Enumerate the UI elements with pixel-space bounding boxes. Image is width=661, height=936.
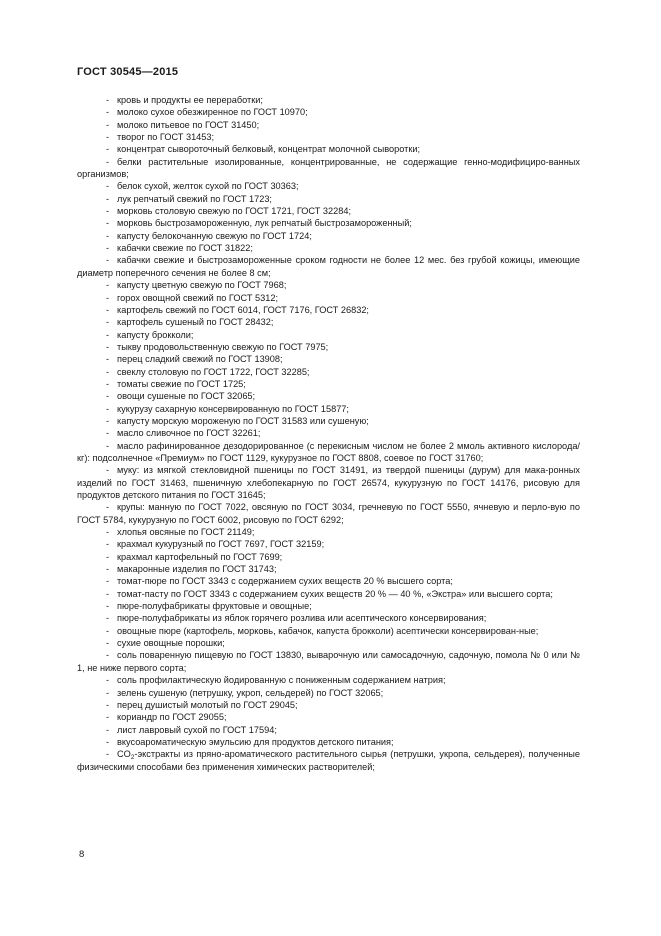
list-item-text: макаронные изделия по ГОСТ 31743; xyxy=(117,564,277,575)
list-item xyxy=(77,329,580,341)
list-item xyxy=(77,217,580,229)
list-item-text: кориандр по ГОСТ 29055; xyxy=(117,712,227,723)
list-item-text: свеклу столовую по ГОСТ 1722, ГОСТ 32285; xyxy=(117,366,310,377)
list-item-text: перец сладкий свежий по ГОСТ 13908; xyxy=(117,354,283,365)
list-dash: - xyxy=(106,428,110,439)
list-item xyxy=(77,748,580,773)
list-item-text: белки растительные изолированные, концентрированные, не содержащие генно-модифициро-ванных организмов; xyxy=(77,156,580,180)
list-item xyxy=(77,304,580,316)
list-dash: - xyxy=(106,712,110,723)
list-dash: - xyxy=(106,539,110,550)
list-item-text: овощные пюре (картофель, морковь, кабачок, капуста брокколи) асептически консервирован-ные; xyxy=(117,625,539,636)
list-dash: - xyxy=(106,218,110,229)
list-item xyxy=(77,526,580,538)
list-item xyxy=(77,551,580,563)
co2-subscript: 2 xyxy=(130,754,135,762)
list-item xyxy=(77,106,580,118)
list-item xyxy=(77,193,580,205)
list-item xyxy=(77,637,580,649)
list-item-text: крахмал картофельный по ГОСТ 7699; xyxy=(117,551,283,562)
list-item-text: лист лавровый сухой по ГОСТ 17594; xyxy=(117,724,277,735)
list-dash: - xyxy=(106,551,110,562)
list-item xyxy=(77,575,580,587)
list-item xyxy=(77,612,580,624)
list-item xyxy=(77,674,580,686)
list-item xyxy=(77,205,580,217)
list-item xyxy=(77,292,580,304)
list-item-text: белок сухой, желток сухой по ГОСТ 30363; xyxy=(117,181,299,192)
list-item xyxy=(77,403,580,415)
list-dash: - xyxy=(106,119,110,130)
list-item-text: кукурузу сахарную консервированную по ГОСТ 15877; xyxy=(117,403,349,414)
list-item-text: масло сливочное по ГОСТ 32261; xyxy=(117,428,261,439)
list-item-text: томат-пюре по ГОСТ 3343 с содержанием сухих веществ 20 % высшего сорта; xyxy=(117,576,453,587)
list-item xyxy=(77,415,580,427)
list-item xyxy=(77,94,580,106)
list-dash: - xyxy=(106,230,110,241)
page-number: 8 xyxy=(79,849,85,860)
list-item xyxy=(77,600,580,612)
list-dash: - xyxy=(106,95,110,105)
list-item xyxy=(77,279,580,291)
list-item xyxy=(77,625,580,637)
list-dash: - xyxy=(106,132,110,143)
list-dash: - xyxy=(106,304,110,315)
document-header: ГОСТ 30545—2015 xyxy=(77,66,179,78)
list-dash: - xyxy=(106,638,110,649)
list-dash: - xyxy=(106,243,110,254)
list-item xyxy=(77,131,580,143)
list-item-text: капусту белокочанную свежую по ГОСТ 1724; xyxy=(117,230,312,241)
list-dash: - xyxy=(106,502,110,513)
list-item xyxy=(77,242,580,254)
list-item-text: крахмал кукурузный по ГОСТ 7697, ГОСТ 32159; xyxy=(117,539,325,550)
list-dash: - xyxy=(106,675,110,686)
list-item-text: творог по ГОСТ 31453; xyxy=(117,132,215,143)
list-item-text: молоко сухое обезжиренное по ГОСТ 10970; xyxy=(117,107,308,118)
list-item-text: томат-пасту по ГОСТ 3343 с содержанием сухих веществ 20 % — 40 %, «Экстра» или высшего сорта; xyxy=(117,588,553,599)
list-dash: - xyxy=(106,378,110,389)
list-dash: - xyxy=(106,415,110,426)
list-item-text: капусту морскую мороженую по ГОСТ 31583 или сушеную; xyxy=(117,415,369,426)
list-item xyxy=(77,180,580,192)
list-dash: - xyxy=(106,403,110,414)
list-item xyxy=(77,230,580,242)
list-item-text: морковь столовую свежую по ГОСТ 1721, ГОСТ 32284; xyxy=(117,206,352,217)
list-item-text: сухие овощные порошки; xyxy=(117,638,225,649)
list-dash: - xyxy=(106,724,110,735)
list-dash: - xyxy=(106,687,110,698)
list-item xyxy=(77,316,580,328)
list-item-text: морковь быстрозамороженную, лук репчатый быстрозамороженный; xyxy=(117,218,412,229)
list-item-text: пюре-полуфабрикаты из яблок горячего розлива или асептического консервирования; xyxy=(117,613,487,624)
list-dash: - xyxy=(106,193,110,204)
list-dash: - xyxy=(106,354,110,365)
list-item xyxy=(77,353,580,365)
list-dash: - xyxy=(106,144,110,155)
list-item xyxy=(77,378,580,390)
list-item xyxy=(77,649,580,674)
list-item xyxy=(77,427,580,439)
list-item xyxy=(77,156,580,181)
list-item-text: кабачки свежие и быстрозамороженные сроком годности не более 12 мес. без грубой кожицы, имеющие диаметр поперечного сечения не более 8 см; xyxy=(77,255,580,278)
list-dash: - xyxy=(106,564,110,575)
list-item-text: картофель свежий по ГОСТ 6014, ГОСТ 7176, ГОСТ 26832; xyxy=(117,304,369,315)
list-dash: - xyxy=(106,625,110,636)
list-item-text: молоко питьевое по ГОСТ 31450; xyxy=(117,119,260,130)
list-item-text: горох овощной свежий по ГОСТ 5312; xyxy=(117,292,279,303)
list-dash: - xyxy=(106,465,110,476)
list-dash: - xyxy=(106,588,110,599)
list-dash: - xyxy=(106,181,110,192)
co2-prefix: CO xyxy=(117,749,131,760)
list-item xyxy=(77,341,580,353)
list-item-text: соль поваренную пищевую по ГОСТ 13830, выварочную или самосадочную, садочную, помола № 0 или № 1, не ниже первого сорта; xyxy=(77,650,580,673)
list-item xyxy=(77,366,580,378)
list-dash: - xyxy=(106,736,110,747)
list-item-text: концентрат сывороточный белковый, концентрат молочной сыворотки; xyxy=(117,144,421,155)
list-item-text: зелень сушеную (петрушку, укроп, сельдерей) по ГОСТ 32065; xyxy=(117,687,384,698)
list-item-text: пюре-полуфабрикаты фруктовые и овощные; xyxy=(117,601,312,612)
list-item xyxy=(77,464,580,501)
list-item-text: тыкву продовольственную свежую по ГОСТ 7975; xyxy=(117,341,329,352)
list-dash: - xyxy=(106,156,110,167)
list-item-text: муку: из мягкой стекловидной пшеницы по ГОСТ 31491, из твердой пшеницы (дурум) для мака-ронных изделий по ГОСТ 31463, пшеничную хлебопекарную по ГОСТ 26574, кукурузную по ГОСТ 14176, рисовую для продуктов детского питания по ГОСТ 31645; xyxy=(77,465,580,500)
list-item-text: -экстракты из пряно-ароматического растительного сырья (петрушки, укропа, сельдерея), полученные физическими способами без применения химических растворителей; xyxy=(77,749,580,772)
list-dash: - xyxy=(106,527,110,538)
list-dash: - xyxy=(106,749,110,760)
list-dash: - xyxy=(106,280,110,291)
list-dash: - xyxy=(106,341,110,352)
list-item-text: хлопья овсяные по ГОСТ 21149; xyxy=(117,527,255,538)
list-dash: - xyxy=(106,391,110,402)
list-dash: - xyxy=(106,317,110,328)
list-item xyxy=(77,501,580,526)
list-item-text: картофель сушеный по ГОСТ 28432; xyxy=(117,317,274,328)
list-item xyxy=(77,538,580,550)
list-item-text: лук репчатый свежий по ГОСТ 1723; xyxy=(117,193,272,204)
list-item xyxy=(77,254,580,279)
list-item xyxy=(77,563,580,575)
list-dash: - xyxy=(106,292,110,303)
list-item-text: капусту цветную свежую по ГОСТ 7968; xyxy=(117,280,287,291)
list-item-text: перец душистый молотый по ГОСТ 29045; xyxy=(117,699,298,710)
list-dash: - xyxy=(106,576,110,587)
list-dash: - xyxy=(106,366,110,377)
list-item-text: капусту брокколи; xyxy=(117,329,194,340)
list-item xyxy=(77,687,580,699)
list-item xyxy=(77,390,580,402)
list-item-text: кровь и продукты ее переработки; xyxy=(117,95,263,105)
list-item xyxy=(77,736,580,748)
list-dash: - xyxy=(106,440,110,451)
list-item xyxy=(77,724,580,736)
list-item-text: соль профилактическую йодированную с пониженным содержанием натрия; xyxy=(117,675,446,686)
list-dash: - xyxy=(106,206,110,217)
list-item-text: кабачки свежие по ГОСТ 31822; xyxy=(117,243,253,254)
list-dash: - xyxy=(106,613,110,624)
list-item xyxy=(77,143,580,155)
list-item xyxy=(77,711,580,723)
list-item xyxy=(77,119,580,131)
list-dash: - xyxy=(106,650,110,661)
list-dash: - xyxy=(106,601,110,612)
ingredient-list xyxy=(77,94,580,773)
list-item xyxy=(77,440,580,465)
list-item-text: овощи сушеные по ГОСТ 32065; xyxy=(117,391,256,402)
list-dash: - xyxy=(106,107,110,118)
list-item-text: крупы: манную по ГОСТ 7022, овсяную по ГОСТ 3034, гречневую по ГОСТ 5550, ячневую и перло-вую по ГОСТ 5784, кукурузную по ГОСТ 6002, рисовую по ГОСТ 6292; xyxy=(77,502,580,525)
list-item-text: вкусоароматическую эмульсию для продуктов детского питания; xyxy=(117,736,394,747)
list-item-text: томаты свежие по ГОСТ 1725; xyxy=(117,378,246,389)
list-dash: - xyxy=(106,699,110,710)
list-dash: - xyxy=(106,255,110,266)
list-item-text: масло рафинированное дезодорированное (с перекисным числом не более 2 ммоль активного кислорода/кг): подсолнечное «Премиум» по ГОСТ 1129, кукурузное по ГОСТ 8808, соевое по ГОСТ 31760; xyxy=(77,440,580,463)
list-dash: - xyxy=(106,329,110,340)
list-item xyxy=(77,588,580,600)
list-item xyxy=(77,699,580,711)
